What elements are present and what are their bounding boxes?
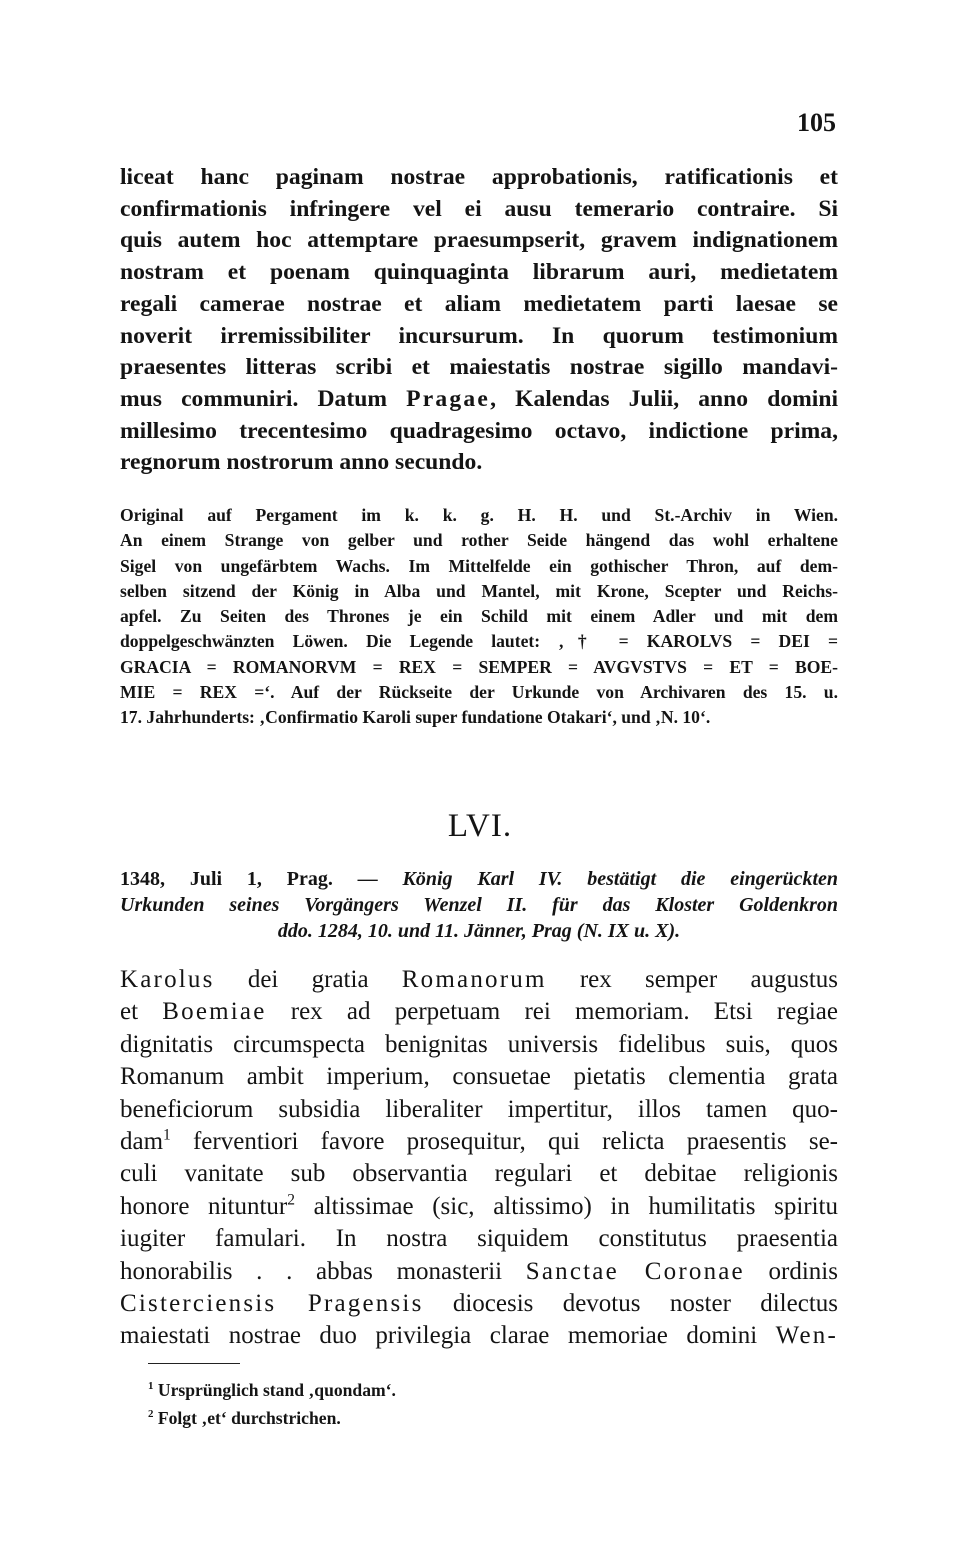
text-line: [120, 996, 838, 1028]
spaced-word: Pragae: [406, 385, 491, 412]
text-line: millesimo trecentesimo quadragesimo octavo, indictione prima,: [120, 417, 838, 444]
footnote: [148, 1404, 396, 1432]
text-segment: rex semper augustus: [546, 966, 838, 993]
text-line: [120, 384, 838, 416]
footnote-text: Folgt ‚et‘ durchstrichen.: [157, 1408, 341, 1428]
footnote-text: Ursprünglich stand ‚quondam‘.: [157, 1380, 396, 1400]
footnote-divider: [148, 1363, 240, 1364]
text-segment: ferventiori favore prosequitur, qui relicta praesentis se-: [170, 1128, 838, 1156]
text-line: [120, 964, 838, 996]
text-line: [120, 1256, 838, 1288]
text-line: Romanum ambit imperium, consuetae pietatis clementia grata: [120, 1063, 838, 1091]
spaced-word: Cisterciensis Pragensis: [120, 1290, 424, 1318]
text-segment: , Kalendas Julii, anno domini: [490, 385, 839, 412]
text-line: [120, 1320, 838, 1352]
note-line: doppelgeschwänzten Löwen. Die Legende lautet: ‚† = KAROLVS = DEI =: [120, 631, 838, 652]
text-line: confirmationis infringere vel ei ausu temerario contraire. Si: [120, 195, 838, 222]
text-segment: maiestati nostrae duo privilegia clarae memoriae domini: [120, 1322, 776, 1350]
text-line: culi vanitate sub observantia regulari et debitae religionis: [120, 1160, 838, 1188]
regest-line: ddo. 1284, 10. und 11. Jänner, Prag (N. IX u. X).: [277, 920, 681, 942]
footnote-mark: 1: [148, 1380, 154, 1393]
archival-note: [120, 503, 838, 731]
note-line: selben sitzend der König in Alba und Mantel, mit Krone, Scepter und Reichs-: [120, 580, 838, 601]
note-line: apfel. Zu Seiten des Thrones je ein Schild mit einem Adler und mit dem: [120, 606, 838, 627]
page-number: 105: [797, 108, 836, 137]
spaced-word: Sanctae Coronae: [525, 1257, 745, 1285]
note-line: Original auf Pergament im k. k. g. H. H. und St.-Archiv in Wien.: [120, 505, 838, 525]
regest-summary: König Karl IV. bestätigt die eingerückten: [402, 868, 838, 890]
regest-line: Urkunden seines Vorgängers Wenzel II. für das Kloster Goldenkron: [120, 894, 838, 916]
text-line: iugiter famulari. In nostra siquidem constitutus praesentia: [120, 1225, 838, 1253]
footnotes: [148, 1376, 396, 1432]
text-segment: rex ad perpetuam rei memoriam. Etsi regiae: [266, 998, 838, 1026]
note-line: Sigel von ungefärbtem Wachs. Im Mittelfelde ein gothischer Thron, auf dem-: [120, 555, 838, 576]
text-line: dignitatis circumspecta benignitas universis fidelibus suis, quos: [120, 1030, 838, 1058]
text-line: regali camerae nostrae et aliam medietatem parti laesae se: [120, 290, 838, 317]
spaced-word: Karolus: [120, 966, 215, 993]
text-segment: et: [120, 998, 163, 1026]
regest-line: [120, 866, 838, 892]
text-segment: honore nituntur: [120, 1192, 288, 1220]
text-line: nostram et poenam quinquaginta librarum auri, medietatem: [120, 259, 838, 286]
text-segment: mus communiri. Datum: [120, 385, 407, 412]
text-segment: honorabilis . . abbas monasterii: [120, 1257, 526, 1285]
note-line: GRACIA = ROMANORVM = REX = SEMPER = AVGVSTVS = ET = BOE-: [120, 656, 838, 677]
note-line: An einem Strange von gelber und rother Seide hängend das wohl erhaltene: [120, 530, 838, 551]
text-segment: diocesis devotus noster dilectus: [423, 1290, 838, 1318]
charter-text-continuation: [120, 162, 838, 479]
footnote-marker: 1: [163, 1126, 171, 1144]
text-line: quis autem hoc attemptare praesumpserit, gravem indignationem: [120, 227, 838, 254]
note-line: 17. Jahrhunderts: ‚Confirmatio Karoli super fundatione Otakari‘, und ‚N. 10‘.: [120, 707, 711, 728]
regest: [120, 866, 838, 944]
regest-date: 1348, Juli 1, Prag.: [120, 868, 333, 890]
footnote: [148, 1376, 396, 1404]
text-segment: dam: [120, 1128, 164, 1156]
document-number-heading: LVI.: [447, 808, 513, 844]
text-line: liceat hanc paginam nostrae approbationis, ratificationis et: [120, 164, 838, 190]
spaced-word: Romanorum: [401, 966, 547, 993]
footnote-mark: 2: [148, 1408, 154, 1421]
footnote-marker: 2: [287, 1191, 295, 1209]
note-line: MIE = REX =‘. Auf der Rückseite der Urkunde von Archivaren des 15. u.: [120, 682, 838, 703]
text-line: regnorum nostrorum anno secundo.: [120, 449, 483, 476]
text-segment: ordinis: [744, 1257, 838, 1285]
text-segment: dei gratia: [214, 966, 402, 993]
text-line: [120, 1288, 838, 1320]
text-line: beneficiorum subsidia liberaliter impertitur, illos tamen quo-: [120, 1095, 838, 1123]
text-line: [120, 1191, 838, 1223]
regest-dash: —: [332, 868, 403, 890]
text-line: [120, 1126, 838, 1158]
spaced-word: Wen-: [775, 1322, 838, 1350]
charter-text: [120, 964, 838, 1353]
text-segment: altissimae (sic, altissimo) in humilitatis spiritu: [294, 1192, 838, 1220]
text-line: noverit irremissibiliter incursurum. In quorum testimonium: [120, 322, 838, 349]
spaced-word: Boemiae: [162, 998, 267, 1026]
text-line: praesentes litteras scribi et maiestatis nostrae sigillo mandavi-: [120, 354, 838, 381]
